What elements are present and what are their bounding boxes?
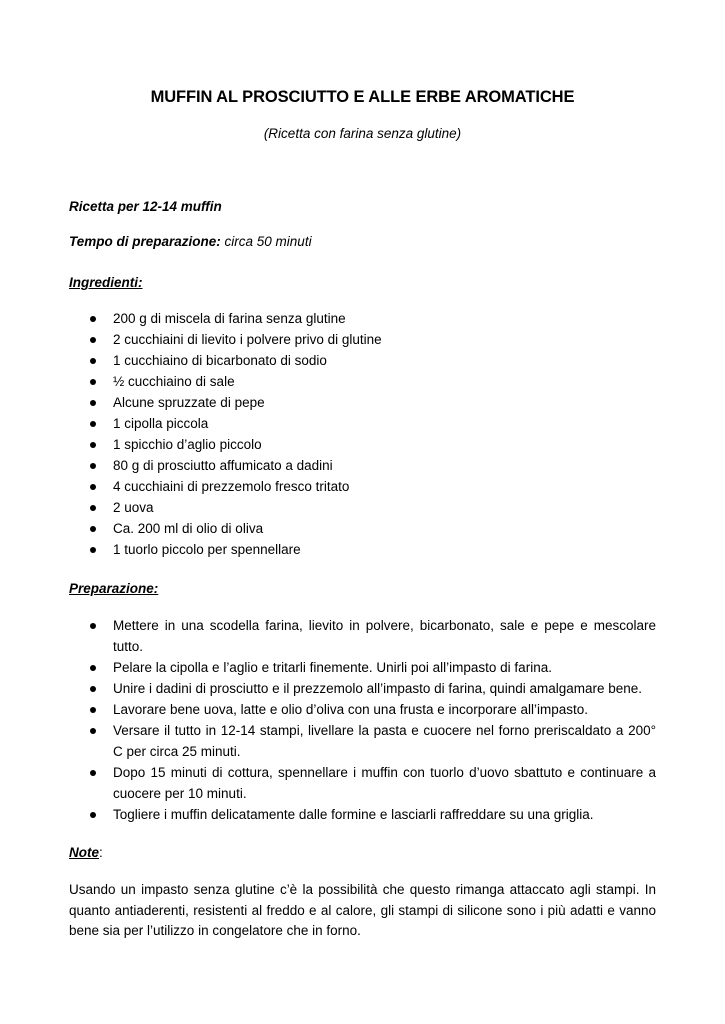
ingredient-item [0, 350, 656, 371]
ingredient-item [0, 413, 656, 434]
ingredient-item [0, 371, 656, 392]
ingredient-item-text: Ca. 200 ml di olio di oliva [113, 521, 264, 536]
ingredient-item-text: 80 g di prosciutto affumicato a dadini [113, 458, 333, 473]
ingredient-item [0, 308, 656, 329]
ingredient-item-text: Alcune spruzzate di pepe [113, 395, 265, 410]
ingredient-item-text: 1 cucchiaino di bicarbonato di sodio [113, 353, 327, 368]
note-heading-line [69, 845, 103, 860]
ingredient-item-text: 1 tuorlo piccolo per spennellare [113, 542, 301, 557]
bullet-icon [90, 707, 96, 713]
bullet-icon [90, 442, 96, 448]
preparation-step-text: Pelare la cipolla e l’aglio e tritarli finemente. Unirli poi all’impasto di farina. [113, 660, 552, 675]
bullet-icon [90, 379, 96, 385]
ingredient-item [0, 434, 656, 455]
preparation-step [0, 678, 656, 699]
preparation-step-text: Unire i dadini di prosciutto e il prezzemolo all’impasto di farina, quindi amalgamare bene. [113, 681, 643, 696]
note-text: Usando un impasto senza glutine c’è la possibilità che questo rimanga attaccato agli stampi. In quanto antiaderenti, resistenti al freddo e al calore, gli stampi di silicone sono i più adatti e vanno bene sia per l’utilizzo in congelatore che in forno. [69, 882, 656, 938]
preparation-list [0, 615, 725, 825]
ingredient-item-text: 2 cucchiaini di lievito i polvere privo di glutine [113, 332, 382, 347]
ingredient-item-text: 1 spicchio d’aglio piccolo [113, 437, 262, 452]
page-subtitle: (Ricetta con farina senza glutine) [263, 126, 462, 141]
ingredient-item-text: 4 cucchiaini di prezzemolo fresco tritato [113, 479, 350, 494]
preparation-step [0, 762, 656, 804]
prep-time-label: Tempo di preparazione: [69, 234, 221, 249]
preparation-step-text: Dopo 15 minuti di cottura, spennellare i muffin con tuorlo d’uovo sbattuto e continuare a cuocere per 10 minuti. [113, 765, 656, 801]
bullet-icon [90, 770, 96, 776]
note-heading: Note [69, 845, 99, 860]
bullet-icon [90, 337, 96, 343]
bullet-icon [90, 463, 96, 469]
bullet-icon [90, 728, 96, 734]
bullet-icon [90, 623, 96, 629]
page-title: MUFFIN AL PROSCIUTTO E ALLE ERBE AROMATICHE [150, 88, 575, 106]
ingredients-heading: Ingredienti: [69, 275, 143, 290]
preparation-step [0, 804, 656, 825]
preparation-heading: Preparazione: [69, 581, 159, 596]
preparation-step-text: Lavorare bene uova, latte e olio d’oliva con una frusta e incorporare all’impasto. [113, 702, 589, 717]
preparation-step-text: Togliere i muffin delicatamente dalle formine e lasciarli raffreddare su una griglia. [113, 807, 594, 822]
prep-time-value: circa 50 minuti [220, 234, 312, 249]
note-colon: : [99, 845, 103, 860]
bullet-icon [90, 316, 96, 322]
preparation-step [0, 615, 656, 657]
ingredient-item-text: ½ cucchiaino di sale [113, 374, 235, 389]
bullet-icon [90, 547, 96, 553]
ingredient-item [0, 539, 656, 560]
ingredient-item [0, 518, 656, 539]
ingredient-item [0, 476, 656, 497]
preparation-step [0, 720, 656, 762]
bullet-icon [90, 686, 96, 692]
ingredients-list [0, 308, 725, 560]
preparation-step [0, 657, 656, 678]
ingredient-item-text: 200 g di miscela di farina senza glutine [113, 311, 346, 326]
ingredient-item [0, 329, 656, 350]
bullet-icon [90, 665, 96, 671]
bullet-icon [90, 358, 96, 364]
preparation-step [0, 699, 656, 720]
preparation-step-text: Mettere in una scodella farina, lievito in polvere, bicarbonato, sale e pepe e mescolare tutto. [113, 618, 656, 654]
preparation-step-text: Versare il tutto in 12-14 stampi, livellare la pasta e cuocere nel forno preriscaldato a 200° C per circa 25 minuti. [113, 723, 656, 759]
ingredient-item [0, 455, 656, 476]
prep-time [69, 234, 312, 249]
bullet-icon [90, 526, 96, 532]
ingredient-item-text: 2 uova [113, 500, 154, 515]
ingredient-item-text: 1 cipolla piccola [113, 416, 209, 431]
bullet-icon [90, 484, 96, 490]
bullet-icon [90, 400, 96, 406]
yield-label: Ricetta per 12-14 muffin [69, 199, 222, 214]
ingredient-item [0, 497, 656, 518]
ingredient-item [0, 392, 656, 413]
bullet-icon [90, 421, 96, 427]
bullet-icon [90, 812, 96, 818]
bullet-icon [90, 505, 96, 511]
